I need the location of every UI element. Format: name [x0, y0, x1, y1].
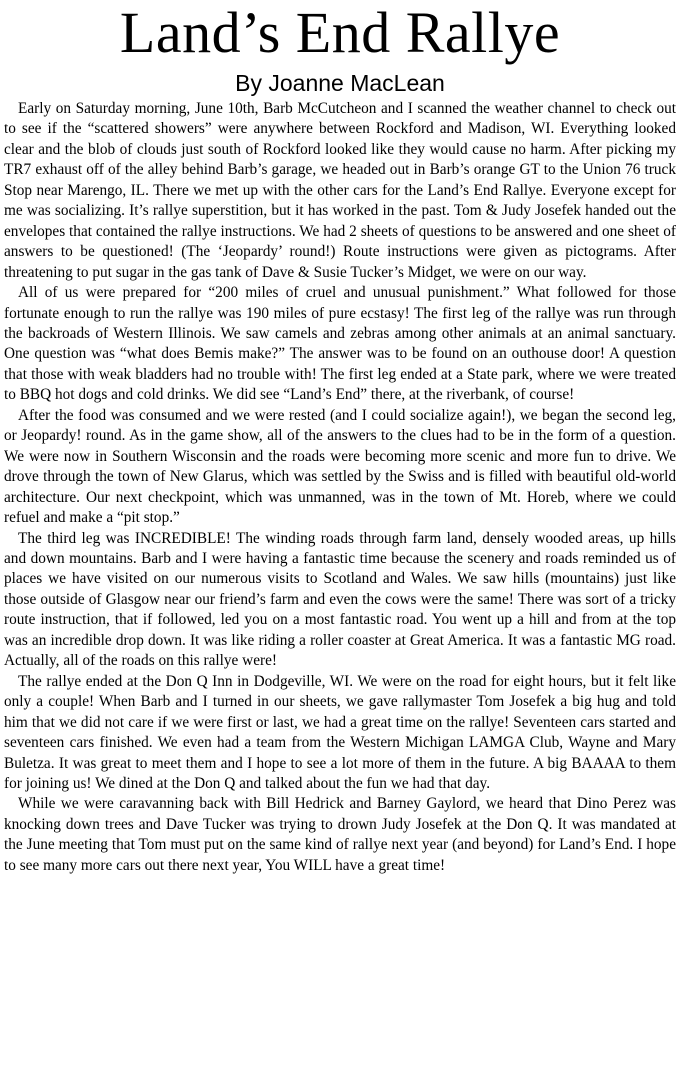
article-paragraph: Early on Saturday morning, June 10th, Barb McCutcheon and I scanned the weather channel to check out to see if the “scattered showers” were anywhere between Rockford and Madison, WI. Everything looked clear and the blob of clouds just south of Rockford looked like they would cause no harm. After picking my TR7 exhaust off of the alley behind Barb’s garage, we headed out in Barb’s orange GT to the Union 76 truck Stop near Marengo, IL. There we met up with the other cars for the Land’s End Rallye. Everyone except for me was socializing. It’s rallye superstition, but it has worked in the past. Tom & Judy Josefek handed out the envelopes that contained the rallye instructions. We had 2 sheets of questions to be answered and one sheet of answers to be questioned! (The ‘Jeopardy’ round!) Route instructions were given as pictograms. After threatening to put sugar in the gas tank of Dave & Susie Tucker’s Midget, we were on our way.: [4, 100, 676, 281]
article-paragraph: The rallye ended at the Don Q Inn in Dodgeville, WI. We were on the road for eight hours, but it felt like only a couple! When Barb and I turned in our sheets, we gave rallymaster Tom Josefek a big hug and told him that we did not care if we were first or last, we had a great time on the rallye! Seventeen cars started and seventeen cars finished. We even had a team from the Western Michigan LAMGA Club, Wayne and Mary Buletza. It was great to meet them and I hope to see a lot more of them in the future. A big BAAAA to them for joining us! We dined at the Don Q and talked about the fun we had that day.: [4, 672, 676, 792]
article-title: Land’s End Rallye: [119, 0, 561, 65]
article-paragraph: After the food was consumed and we were rested (and I could socialize again!), we began the second leg, or Jeopardy! round. As in the game show, all of the answers to the clues had to be in the form of a question. We were now in Southern Wisconsin and the roads were becoming more scenic and more fun to drive. We drove through the town of New Glarus, which was settled by the Swiss and is filled with beautiful old-world architecture. Our next checkpoint, which was unmanned, was in the town of Mt. Horeb, where we could refuel and make a “pit stop.”: [4, 406, 676, 527]
article-byline: By Joanne MacLean: [235, 70, 445, 96]
article-paragraph: While we were caravanning back with Bill Hedrick and Barney Gaylord, we heard that Dino Perez was knocking down trees and Dave Tucker was trying to drown Judy Josefek at the Don Q. It was mandated at the June meeting that Tom must put on the same kind of rallye next year (and beyond) for Land’s End. I hope to see many more cars out there next year, You WILL have a great time!: [4, 795, 676, 874]
article-body: [4, 99, 676, 876]
article-paragraph: All of us were prepared for “200 miles of cruel and unusual punishment.” What followed for those fortunate enough to run the rallye was 190 miles of pure ecstasy! The first leg of the rallye was run through the backroads of Western Illinois. We saw camels and zebras among other animals at an animal sanctuary. One question was “what does Bemis make?” The answer was to be found on an outhouse door! A question that those with weak bladders had no trouble with! The first leg ended at a State park, where we were treated to BBQ hot dogs and cold drinks. We did see “Land’s End” there, at the riverbank, of course!: [4, 284, 676, 404]
article-paragraph: The third leg was INCREDIBLE! The winding roads through farm land, densely wooded areas, up hills and down mountains. Barb and I were having a fantastic time because the scenery and roads reminded us of places we have visited on our numerous visits to Scotland and Wales. We saw hills (mountains) just like those outside of Glasgow near our friend’s farm and even the cows were the same! There was sort of a tricky route instruction, that if followed, led you on a most fantastic road. You went up a hill and from at the top was an incredible drop down. It was like riding a roller coaster at Great America. It was a fantastic MG road. Actually, all of the roads on this rallye were!: [4, 529, 676, 670]
